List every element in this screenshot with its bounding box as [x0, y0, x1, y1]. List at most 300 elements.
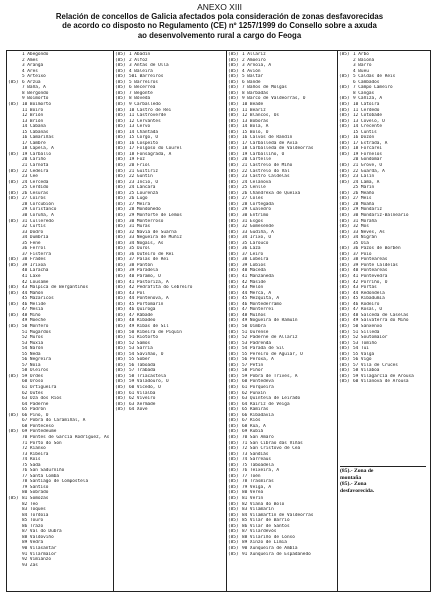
- municipality-name: 11 Cerdedo: [353, 107, 380, 113]
- municipality-name: 2 Alfoz: [129, 57, 148, 63]
- municipality-name: 67 Pobra do Caramiñal, A: [22, 418, 86, 424]
- municipality-name: 23 Cee: [22, 174, 38, 180]
- zone-marker: (85): [228, 190, 239, 196]
- zone-marker: (85): [339, 207, 350, 213]
- zone-marker: (85): [115, 246, 126, 252]
- zone-marker: (85): [115, 323, 126, 329]
- zone-marker: (85): [228, 379, 239, 385]
- zone-marker: (85): [115, 279, 126, 285]
- zone-marker: (85): [228, 135, 239, 141]
- municipality-name: 34 Nogais, As: [129, 240, 164, 246]
- zone-marker: (85): [339, 346, 350, 352]
- municipality-name: 16 Dozón: [353, 135, 375, 141]
- zone-marker: (85): [228, 490, 239, 496]
- zone-marker: (85): [115, 207, 126, 213]
- zone-marker: (85): [228, 157, 239, 163]
- municipality-name: 80 Verea: [242, 490, 264, 496]
- municipality-name: 35 Larouco: [242, 240, 269, 246]
- municipality-name: 52 Soutomaior: [353, 335, 388, 341]
- municipality-name: 20 Cartelle: [242, 157, 272, 163]
- table-row: [227, 552, 337, 558]
- municipality-name: 11 Beariz: [242, 107, 266, 113]
- zone-marker: (85): [339, 246, 350, 252]
- municipality-name: 30 Entrimo: [242, 212, 269, 218]
- municipality-name: 39 Ponte Caldelas: [353, 262, 398, 268]
- zone-marker: (85): [228, 529, 239, 535]
- municipality-name: 79 Santiso: [22, 484, 49, 490]
- municipality-name: 80 Sobrado: [22, 490, 49, 496]
- zone-marker: (85): [339, 135, 350, 141]
- zone-marker: (85): [339, 312, 350, 318]
- municipality-name: 89 Xinzo de Limia: [242, 540, 287, 546]
- table-row: [7, 563, 113, 569]
- municipality-name: 4 Ares: [22, 68, 38, 74]
- zone-marker: (85): [115, 57, 126, 63]
- table-column-4: [337, 51, 430, 591]
- municipality-name: 28 Cortegada: [242, 201, 274, 207]
- municipality-name: 13 Brión: [22, 118, 44, 124]
- zone-marker: (85): [228, 296, 239, 302]
- municipality-name: 66 Pino, O: [22, 412, 49, 418]
- municipality-name: 13 Boborás: [242, 118, 269, 124]
- zone-marker: (85): [8, 312, 19, 318]
- zone-marker: (85): [115, 52, 126, 57]
- municipality-name: 60 Pontedeva: [242, 379, 274, 385]
- municipality-name: 22 Guntín: [129, 174, 153, 180]
- zone-marker: (85): [228, 362, 239, 368]
- zone-marker: (85): [115, 101, 126, 107]
- municipality-name: 31 Moraña: [353, 218, 377, 224]
- municipality-name: 12 Brión: [22, 113, 44, 119]
- zone-marker: (85): [228, 140, 239, 146]
- title-line-1: Relación de concellos de Galicia afectados pola consideración de zonas desfavorecidas: [55, 12, 384, 21]
- municipality-name: 8 Cangas: [353, 90, 375, 96]
- zone-marker: (85): [115, 385, 126, 390]
- municipality-name: 52 Muros: [22, 335, 44, 341]
- municipality-name: 8 Bergondo: [22, 90, 49, 96]
- zone-marker: (85): [115, 373, 126, 379]
- zone-marker: (85): [228, 346, 239, 352]
- municipality-name: 53 Tomiño: [353, 340, 377, 346]
- zone-marker: (85): [228, 274, 239, 279]
- municipality-name: 29 Coristanco: [22, 207, 57, 213]
- zone-marker: (85): [115, 79, 126, 85]
- zone-marker: (85): [228, 401, 239, 407]
- municipality-name: 85 Vilar de Barrio: [242, 518, 290, 524]
- zone-marker: (85): [8, 190, 19, 196]
- zone-marker: (85): [115, 185, 126, 191]
- municipality-name: 48 Salceda de Caselas: [353, 312, 409, 318]
- municipality-name: 33 Dodro: [22, 229, 44, 235]
- zone-marker: (85): [339, 107, 350, 113]
- municipality-name: 36 Pazos de Borbén: [353, 246, 401, 252]
- zone-marker: (85): [115, 262, 126, 268]
- zone-marker: (85): [339, 224, 350, 230]
- zone-marker: (85): [115, 235, 126, 241]
- zone-marker: (85): [115, 301, 126, 307]
- zone-marker: (85): [339, 379, 350, 385]
- municipality-name: 57 Petín: [242, 362, 264, 368]
- municipality-name: 56 Taboada: [129, 362, 156, 368]
- zone-marker: (85): [339, 229, 350, 235]
- municipality-name: 7 Begonte: [129, 90, 153, 96]
- municipality-name: 89 Vedra: [22, 540, 44, 546]
- zone-marker: (85): [115, 390, 126, 396]
- municipality-name: 14 Chantada: [129, 129, 159, 135]
- zone-marker: (85): [228, 518, 239, 524]
- municipality-name: 69 Rubiá: [242, 429, 264, 435]
- municipality-name: 45 Mezquita, A: [242, 296, 280, 302]
- zone-marker: (85): [228, 207, 239, 213]
- municipality-name: 5 Caldas de Reis: [353, 74, 396, 80]
- municipality-name: 87 Val do Dubra: [22, 529, 62, 535]
- zone-marker: (85): [115, 346, 126, 352]
- municipality-name: 21 Grove, O: [353, 163, 383, 168]
- zone-marker: (85): [228, 368, 239, 374]
- zone-marker: (85): [8, 168, 19, 174]
- zone-marker: (85): [228, 212, 239, 218]
- zone-marker: (85): [228, 146, 239, 152]
- municipality-name: 5 Baltar: [242, 74, 264, 80]
- municipality-name: 43 Melón: [242, 285, 264, 291]
- zone-marker: (85): [8, 496, 19, 501]
- municipality-name: 29 Cualedro: [242, 207, 272, 213]
- municipality-name: 30 Monterroso: [129, 218, 164, 224]
- municipality-name: 13 Covelo, O: [353, 118, 385, 124]
- municipality-name: 51 Silleda: [353, 329, 380, 335]
- municipality-name: 79 Veiga, A: [242, 484, 272, 490]
- municipality-name: 13 Cervo: [129, 124, 151, 130]
- municipality-name: 12 Blancos, Os: [242, 113, 280, 119]
- municipality-name: 88 Vilariño de Conso: [242, 534, 295, 540]
- zone-marker: (85): [228, 151, 239, 157]
- municipality-name: 57 Trabada: [129, 368, 156, 374]
- zone-marker: (85): [228, 373, 239, 379]
- municipality-name: 91 Xunqueira de Espadanedo: [242, 551, 311, 557]
- municipality-name: 17 Cambre: [22, 140, 46, 146]
- municipality-name: 19 Carballo: [22, 151, 52, 157]
- municipality-name: 65 Ramirás: [242, 407, 269, 413]
- municipality-name: 2 Ames: [22, 57, 38, 63]
- municipality-name: 84 Tordoia: [22, 512, 49, 518]
- municipality-name: 71 Porto do Son: [22, 440, 62, 446]
- zone-marker: (85): [115, 96, 126, 102]
- municipality-name: 4 Bueu: [353, 68, 369, 74]
- municipality-name: 30 Mondariz-Balneario: [353, 212, 409, 218]
- zone-marker: (85): [228, 390, 239, 396]
- municipality-name: 82 Viana do Bolo: [242, 501, 285, 507]
- zone-marker: (85): [228, 523, 239, 529]
- municipality-name: 70 San Amaro: [242, 434, 274, 440]
- municipality-name: 36 Laza: [242, 246, 261, 252]
- municipality-name: 6 Becerreá: [129, 85, 156, 91]
- municipality-name: 4 Avión: [242, 68, 261, 74]
- municipality-name: 62 Punxín: [242, 390, 266, 396]
- legend-line-2: montaña: [340, 474, 362, 481]
- zone-marker: (85): [228, 451, 239, 457]
- zone-marker: (85): [228, 290, 239, 296]
- municipality-name: 38 Ponteareas: [353, 257, 388, 263]
- municipality-name: 16 Cospeito: [129, 140, 159, 146]
- table-column-3: [226, 51, 337, 591]
- zone-marker: (85): [339, 335, 350, 341]
- municipality-name: 41 Laxe: [22, 274, 41, 279]
- table-row: [114, 407, 226, 413]
- zone-marker: (85): [115, 140, 126, 146]
- municipality-name: 44 Pontenova, A: [129, 296, 169, 302]
- zone-marker: (85): [115, 124, 126, 130]
- municipality-name: 28 Moaña: [353, 201, 375, 207]
- zone-marker: (85): [115, 157, 126, 163]
- zone-marker: (85): [228, 457, 239, 463]
- municipality-name: 25 Cenlle: [242, 185, 266, 191]
- municipality-name: 30 Coruña, A: [22, 212, 54, 218]
- municipality-name: 10 Beade: [242, 101, 264, 107]
- municipality-name: 27 Coirós: [22, 196, 46, 202]
- municipality-name: 50 Oímbra: [242, 323, 266, 329]
- municipality-name: 54 Saviñao, O: [129, 351, 164, 357]
- municipality-name: 8 Bóveda: [129, 96, 151, 102]
- municipality-name: 59 Pobra de Trives, A: [242, 373, 298, 379]
- zone-marker: (85): [228, 101, 239, 107]
- municipality-name: 16 Camariñas: [22, 135, 54, 141]
- zone-marker: (85): [115, 218, 126, 224]
- municipality-name: 17 Carballeda de Avia: [242, 140, 298, 146]
- zone-marker: (85): [339, 218, 350, 224]
- zone-marker: (85): [228, 385, 239, 390]
- municipality-name: 37 Fisterra: [22, 251, 52, 257]
- municipality-name: 2 Amoeiro: [242, 57, 266, 63]
- zone-marker: (85): [339, 329, 350, 335]
- municipality-name: 38 Lobeira: [242, 257, 269, 263]
- municipality-name: 20 Cariño: [22, 157, 46, 163]
- municipality-name: 1 Abadín: [129, 52, 151, 57]
- municipality-name: 9 Cañiza, A: [353, 96, 383, 102]
- zone-marker: (85): [228, 168, 239, 174]
- zone-marker: (85): [339, 96, 350, 102]
- municipality-name: 31 Culleredo: [22, 218, 54, 224]
- municipality-name: 47 Monterrei: [242, 307, 274, 313]
- municipality-name: 15 Cuntis: [353, 129, 377, 135]
- municipality-name: 32 Mos: [353, 224, 369, 230]
- municipality-name: 1 Arbo: [353, 52, 369, 57]
- municipality-name: 34 Nigrán: [353, 235, 377, 241]
- municipality-name: 69 Pontedeume: [22, 429, 57, 435]
- zone-marker: (85): [115, 118, 126, 124]
- municipality-name: 24 Láncara: [129, 185, 156, 191]
- municipality-name: 71 San Cibrao das Viñas: [242, 440, 303, 446]
- zone-marker: (85): [228, 329, 239, 335]
- municipality-name: 16 Calvos de Randín: [242, 135, 293, 141]
- municipality-name: 22 Cedeira: [22, 168, 49, 174]
- zone-marker: (85): [228, 396, 239, 402]
- zone-marker: (85): [8, 373, 19, 379]
- municipality-name: 24 Lama, A: [353, 179, 380, 185]
- table-column-2: [113, 51, 226, 591]
- municipality-name: 10 Boimorto: [22, 101, 52, 107]
- municipality-name: 49 Nogueira de Ramuín: [242, 318, 298, 324]
- municipality-name: 52 Samos: [129, 340, 151, 346]
- municipality-name: 60 Vicedo, O: [129, 385, 161, 390]
- municipality-name: 32 Gomesende: [242, 224, 274, 230]
- zone-marker: (85): [339, 279, 350, 285]
- zone-marker: (85): [228, 229, 239, 235]
- municipality-name: 25 Marín: [353, 185, 375, 191]
- municipality-name: 48 Ribadeo: [129, 318, 156, 324]
- zone-marker: (85): [228, 235, 239, 241]
- municipality-name: 26 Cesuras: [22, 190, 49, 196]
- municipality-name: 56 Peroxa, A: [242, 357, 274, 363]
- municipality-name: 1 Allariz: [242, 52, 266, 57]
- municipality-name: 77 Santa Comba: [22, 473, 60, 479]
- zone-marker: (85): [115, 212, 126, 218]
- municipality-name: 4 Baleira: [129, 68, 153, 74]
- municipality-name: 73 Sandiás: [242, 451, 269, 457]
- municipality-name: 15 Bolo, O: [242, 129, 269, 135]
- municipality-name: 42 Lousame: [22, 279, 49, 285]
- municipality-name: 68 Rúa, A: [242, 423, 266, 429]
- zone-marker: (85): [115, 357, 126, 363]
- municipality-name: 29 Monforte de Lemos: [129, 212, 182, 218]
- legend-line-1: (85).- Zona de: [340, 468, 374, 474]
- municipality-name: 18 Forcarei: [353, 146, 383, 152]
- municipality-name: 20 Friol: [129, 163, 151, 168]
- municipality-name: 59 Valadouro, O: [129, 379, 169, 385]
- municipality-name: 62 Outes: [22, 390, 44, 396]
- zone-marker: (85): [228, 357, 239, 363]
- municipality-name: 43 Pol: [129, 290, 145, 296]
- zone-marker: (85): [115, 396, 126, 402]
- municipality-name: 25 Cerdido: [22, 185, 49, 191]
- municipality-name: 66 Ribadavia: [242, 412, 274, 418]
- zone-marker: (85): [115, 285, 126, 291]
- municipality-name: 27 Meis: [353, 196, 372, 202]
- zone-marker: (85): [339, 290, 350, 296]
- zone-marker: (85): [228, 335, 239, 341]
- zone-marker: (85): [8, 101, 19, 107]
- municipality-name: 32 Navia de Suarna: [129, 229, 177, 235]
- zone-marker: (85): [228, 185, 239, 191]
- zone-marker: (85): [115, 129, 126, 135]
- municipality-name: 10 Castro de Rei: [129, 107, 172, 113]
- municipality-name: 74 Rois: [22, 457, 41, 463]
- zone-marker: (85): [228, 418, 239, 424]
- zone-marker: (85): [228, 224, 239, 230]
- municipality-name: 3 Aranga: [22, 63, 44, 69]
- municipality-name: 34 Irixo, O: [242, 235, 272, 241]
- zone-marker: (85): [339, 74, 350, 80]
- municipality-name: 12 Cervantes: [129, 118, 161, 124]
- zone-marker: (85): [339, 140, 350, 146]
- zone-marker: (85): [228, 257, 239, 263]
- municipality-name: 47 Mesía: [22, 307, 44, 313]
- zone-marker: (85): [339, 201, 350, 207]
- municipality-name: 14 Bola, A: [242, 124, 269, 130]
- zone-marker: (85): [228, 468, 239, 474]
- municipality-name: 36 Outeiro de Rei: [129, 251, 174, 257]
- zone-marker: (85): [339, 124, 350, 130]
- municipality-name: 54 Narón: [22, 346, 44, 352]
- municipality-name: 3 Barro: [353, 63, 372, 69]
- municipality-name: 18 Carballeda de Valdeorras: [242, 146, 314, 152]
- municipality-name: 1 Abegondo: [22, 52, 49, 57]
- municipality-name: 18 Fonsagrada, A: [129, 151, 172, 157]
- municipality-name: 56 Negreira: [22, 357, 52, 363]
- municipality-name: 68 Ponteceso: [22, 423, 54, 429]
- municipality-name: 49 Salvaterra do Miño: [353, 318, 409, 324]
- municipality-name: 83 Vilamarín: [242, 507, 274, 513]
- municipality-name: 2 Baiona: [353, 57, 375, 63]
- municipality-name: 44 Mañón: [22, 290, 44, 296]
- zone-marker: (85): [228, 90, 239, 96]
- zone-marker: (85): [228, 351, 239, 357]
- legend-line-3: (85).- Zona: [340, 481, 367, 488]
- municipality-name: 39 Lobios: [242, 262, 266, 268]
- municipality-name: 9 Barco de Valdeorras, O: [242, 96, 306, 102]
- zone-marker: (85): [115, 113, 126, 119]
- municipality-name: 7 Baños de Molgas: [242, 85, 287, 91]
- zone-marker: (85): [228, 496, 239, 501]
- municipality-name: 41 Pontevedra: [353, 274, 388, 279]
- zone-marker: (85): [228, 340, 239, 346]
- municipality-name: 19 Fornelos: [353, 151, 383, 157]
- municipality-name: 10 Catoira: [353, 101, 380, 107]
- zone-marker: (85): [339, 262, 350, 268]
- municipality-name: 37 Poio: [353, 251, 372, 257]
- zone-marker: (85): [228, 63, 239, 69]
- municipality-name: 38 Pantón: [129, 262, 153, 268]
- municipality-name: 46 Quiroga: [129, 307, 156, 313]
- zone-marker: (85): [115, 240, 126, 246]
- municipality-name: 59 Ordes: [22, 373, 44, 379]
- municipality-name: 90 Xunqueira de Ambía: [242, 545, 298, 551]
- municipality-name: 56 Vigo: [353, 357, 372, 363]
- zone-marker: (85): [339, 368, 350, 374]
- municipality-name: 21 Castrelo de Miño: [242, 163, 293, 168]
- zone-marker: (85): [8, 301, 19, 307]
- municipality-name: 88 Valdoviño: [22, 534, 54, 540]
- municipality-name: 61 Ortigueira: [22, 385, 57, 390]
- zone-marker: (85): [339, 168, 350, 174]
- municipality-name: 44 Merca, A: [242, 290, 272, 296]
- municipality-name: 83 Toques: [22, 507, 46, 513]
- zone-marker: (85): [115, 85, 126, 91]
- municipality-name: 47 Rosal, O: [353, 307, 383, 313]
- zone-marker: (85): [115, 368, 126, 374]
- zone-marker: (85): [339, 351, 350, 357]
- municipality-name: 78 Trasmiras: [242, 479, 274, 485]
- municipality-name: 28 Mondoñedo: [129, 207, 161, 213]
- zone-marker: (85): [339, 163, 350, 168]
- municipality-name: 84 Vilamartín de Valdeorras: [242, 512, 314, 518]
- municipality-name: 81 Somozas: [22, 496, 49, 501]
- legend: [340, 466, 426, 494]
- municipality-name: 19 Foz: [129, 157, 145, 163]
- municipality-name: 53 Sarria: [129, 346, 153, 352]
- municipality-name: 76 Teixeira, A: [242, 468, 280, 474]
- municipality-name: 45 Portomarín: [129, 301, 164, 307]
- municipality-name: 41 Manzaneda: [242, 274, 274, 279]
- zone-marker: (85): [8, 285, 19, 291]
- municipality-name: 72 San Cristovo de Cea: [242, 446, 301, 452]
- municipality-name: 38 Frades: [22, 257, 46, 263]
- municipality-name: 39 Irixoa: [22, 262, 46, 268]
- municipality-name: 63 Quintela de Leirado: [242, 396, 301, 402]
- zone-marker: (85): [228, 196, 239, 202]
- zone-marker: (85): [228, 440, 239, 446]
- zone-marker: (85): [339, 307, 350, 313]
- zone-marker: (85): [228, 429, 239, 435]
